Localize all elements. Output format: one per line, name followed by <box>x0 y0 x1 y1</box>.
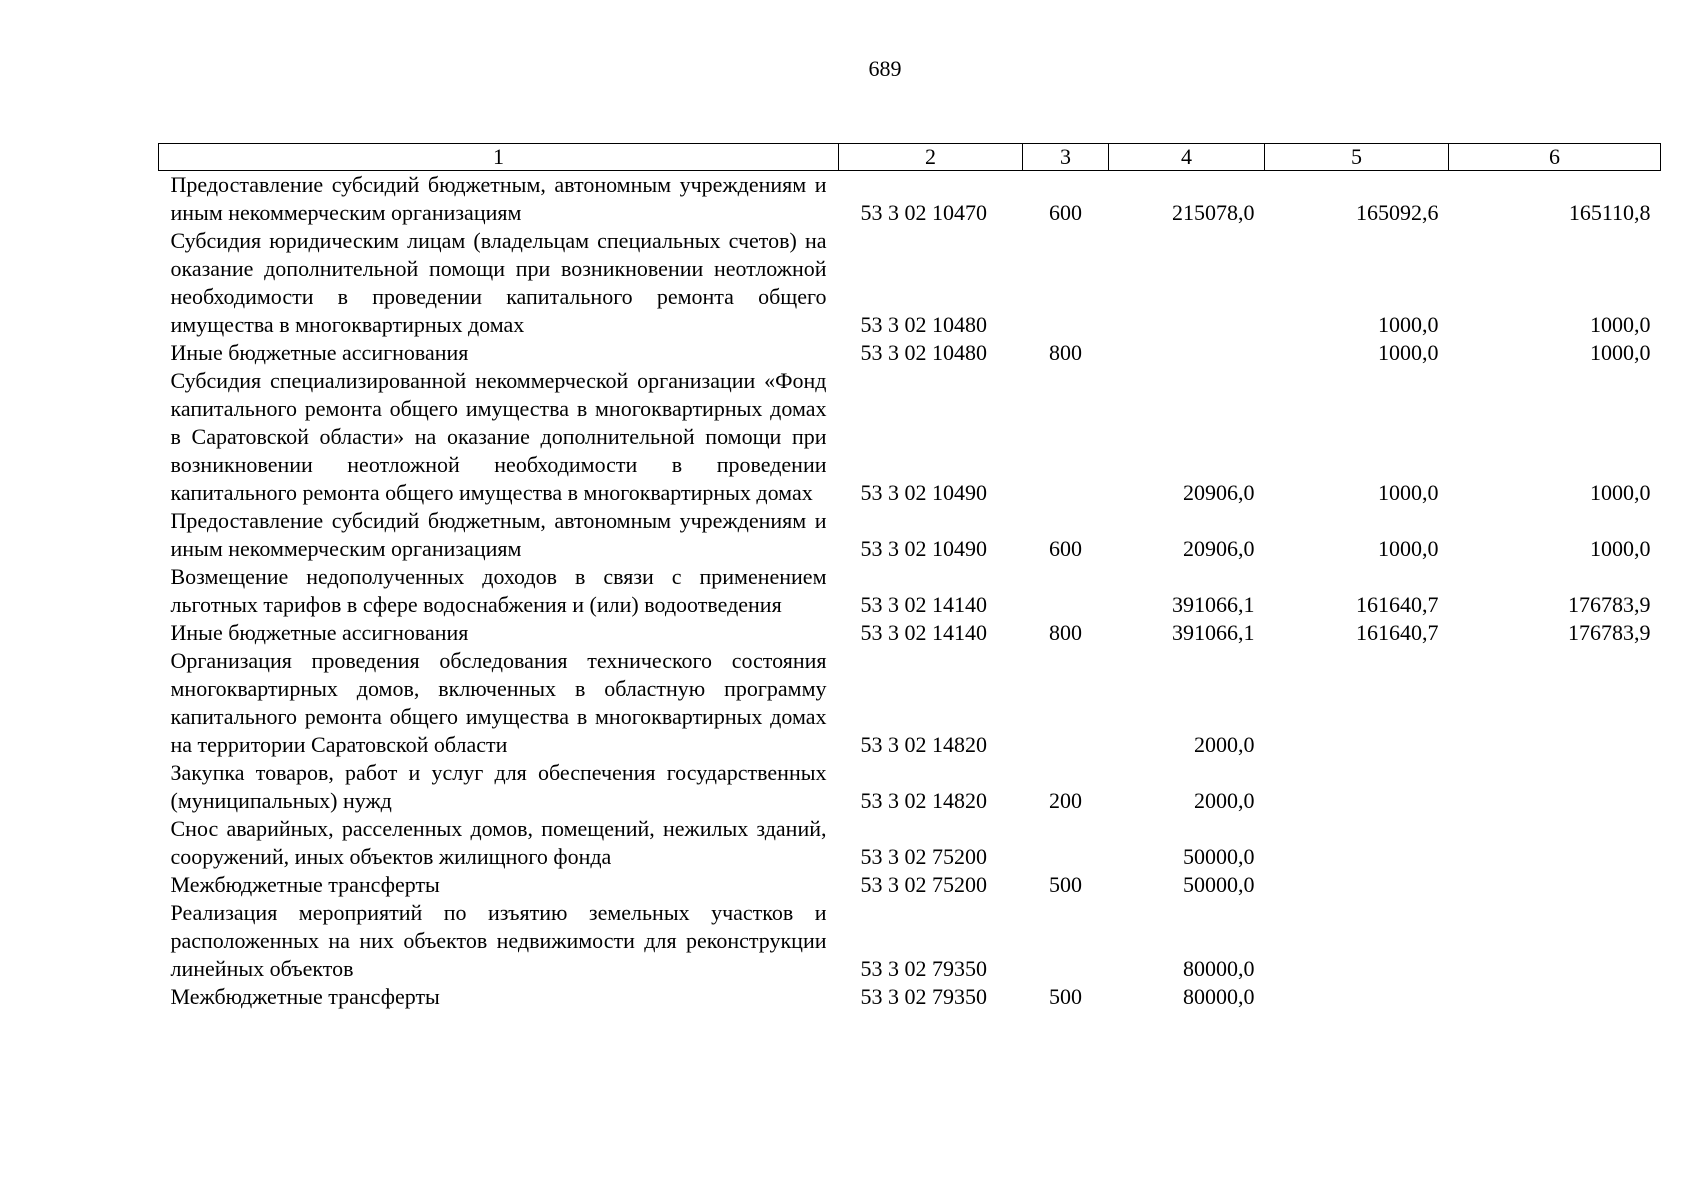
row-expense-type <box>1023 647 1109 759</box>
row-value-5: 1000,0 <box>1378 480 1439 505</box>
table-row <box>159 171 1661 228</box>
row-code: 53 3 02 14820 <box>860 732 987 757</box>
row-value-6: 1000,0 <box>1590 312 1651 337</box>
row-value-6 <box>1449 759 1661 815</box>
row-value-5: 165092,6 <box>1356 200 1439 225</box>
column-header-3: 3 <box>1023 144 1109 171</box>
page-number: 689 <box>868 56 902 81</box>
table-row <box>159 367 1661 507</box>
table-row <box>159 759 1661 815</box>
row-value-4: 2000,0 <box>1194 788 1255 813</box>
row-expense-type: 600 <box>1049 536 1082 561</box>
row-code: 53 3 02 10480 <box>860 340 987 365</box>
row-value-5 <box>1265 815 1449 871</box>
row-code: 53 3 02 14820 <box>860 788 987 813</box>
row-value-4: 2000,0 <box>1194 732 1255 757</box>
table-row <box>159 619 1661 647</box>
row-expense-type <box>1023 563 1109 619</box>
row-value-6: 165110,8 <box>1568 200 1651 225</box>
row-name: Реализация мероприятий по изъятию земельных участков и расположенных на них объектов недвижимости для реконструкции линейных объектов <box>170 900 827 981</box>
row-value-6: 176783,9 <box>1568 592 1651 617</box>
row-name: Межбюджетные трансферты <box>170 984 440 1009</box>
row-name: Возмещение недополученных доходов в связи с применением льготных тарифов в сфере водоснабжения и (или) водоотведения <box>170 564 827 617</box>
row-value-5: 1000,0 <box>1378 312 1439 337</box>
row-expense-type: 800 <box>1049 340 1082 365</box>
row-value-6 <box>1449 647 1661 759</box>
row-name: Иные бюджетные ассигнования <box>170 620 469 645</box>
row-value-5 <box>1265 983 1449 1011</box>
row-value-5: 1000,0 <box>1378 340 1439 365</box>
row-name: Предоставление субсидий бюджетным, автономным учреждениям и иным некоммерческим организациям <box>170 508 827 561</box>
row-value-4: 391066,1 <box>1172 592 1255 617</box>
table-row <box>159 227 1661 339</box>
row-value-6 <box>1449 899 1661 983</box>
row-value-4: 391066,1 <box>1172 620 1255 645</box>
row-value-4: 20906,0 <box>1183 480 1255 505</box>
row-code: 53 3 02 79350 <box>860 956 987 981</box>
row-code: 53 3 02 14140 <box>860 592 987 617</box>
row-code: 53 3 02 10470 <box>860 200 987 225</box>
row-name: Субсидия специализированной некоммерческой организации «Фонд капитального ремонта общего имущества в многоквартирных домах в Саратовской области» на оказание дополнительной помощи при возникновении неотложной необходимости в проведении капитального ремонта общего имущества в многоквартирных домах <box>170 368 827 505</box>
row-value-6 <box>1449 983 1661 1011</box>
row-value-4: 215078,0 <box>1172 200 1255 225</box>
row-value-6 <box>1449 815 1661 871</box>
row-value-6: 176783,9 <box>1568 620 1651 645</box>
row-expense-type <box>1023 367 1109 507</box>
row-value-6: 1000,0 <box>1590 340 1651 365</box>
row-value-6 <box>1449 871 1661 899</box>
row-value-4: 20906,0 <box>1183 536 1255 561</box>
row-name: Снос аварийных, расселенных домов, помещений, нежилых зданий, сооружений, иных объектов жилищного фонда <box>170 816 827 869</box>
row-value-5: 1000,0 <box>1378 536 1439 561</box>
table-row <box>159 899 1661 983</box>
row-name: Субсидия юридическим лицам (владельцам специальных счетов) на оказание дополнительной помощи при возникновении неотложной необходимости в проведении капитального ремонта общего имущества в многоквартирных домах <box>170 228 827 337</box>
row-value-4: 50000,0 <box>1183 872 1255 897</box>
row-value-4 <box>1109 227 1265 339</box>
table-row <box>159 563 1661 619</box>
row-value-5: 161640,7 <box>1356 620 1439 645</box>
row-value-5 <box>1265 871 1449 899</box>
row-name: Предоставление субсидий бюджетным, автономным учреждениям и иным некоммерческим организациям <box>170 172 827 225</box>
table-row <box>159 647 1661 759</box>
column-header-5: 5 <box>1265 144 1449 171</box>
row-code: 53 3 02 10480 <box>860 312 987 337</box>
row-value-6: 1000,0 <box>1590 536 1651 561</box>
row-expense-type <box>1023 899 1109 983</box>
header-row <box>159 144 1661 171</box>
row-value-6: 1000,0 <box>1590 480 1651 505</box>
row-value-5 <box>1265 899 1449 983</box>
row-code: 53 3 02 79350 <box>860 984 987 1009</box>
row-value-4: 80000,0 <box>1183 984 1255 1009</box>
table-row <box>159 507 1661 563</box>
row-value-4: 50000,0 <box>1183 844 1255 869</box>
table-row <box>159 815 1661 871</box>
table-row <box>159 871 1661 899</box>
column-header-2: 2 <box>839 144 1023 171</box>
row-name: Иные бюджетные ассигнования <box>170 340 469 365</box>
row-name: Закупка товаров, работ и услуг для обеспечения государственных (муниципальных) нужд <box>170 760 827 813</box>
budget-table <box>158 143 1661 1011</box>
row-name: Организация проведения обследования технического состояния многоквартирных домов, включенных в областную программу капитального ремонта общего имущества в многоквартирных домах на территории Саратовской области <box>170 648 827 757</box>
row-name: Межбюджетные трансферты <box>170 872 440 897</box>
row-expense-type: 200 <box>1049 788 1082 813</box>
row-value-4: 80000,0 <box>1183 956 1255 981</box>
row-expense-type: 500 <box>1049 984 1082 1009</box>
row-expense-type: 500 <box>1049 872 1082 897</box>
table-row <box>159 339 1661 367</box>
column-header-4: 4 <box>1109 144 1265 171</box>
column-header-6: 6 <box>1449 144 1661 171</box>
column-header-1: 1 <box>159 144 839 171</box>
row-expense-type <box>1023 815 1109 871</box>
row-code: 53 3 02 10490 <box>860 480 987 505</box>
row-code: 53 3 02 75200 <box>860 844 987 869</box>
row-value-5: 161640,7 <box>1356 592 1439 617</box>
row-expense-type: 800 <box>1049 620 1082 645</box>
row-value-4 <box>1109 339 1265 367</box>
row-code: 53 3 02 75200 <box>860 872 987 897</box>
row-expense-type <box>1023 227 1109 339</box>
row-value-5 <box>1265 647 1449 759</box>
row-code: 53 3 02 10490 <box>860 536 987 561</box>
row-value-5 <box>1265 759 1449 815</box>
row-expense-type: 600 <box>1049 200 1082 225</box>
row-code: 53 3 02 14140 <box>860 620 987 645</box>
table-row <box>159 983 1661 1011</box>
